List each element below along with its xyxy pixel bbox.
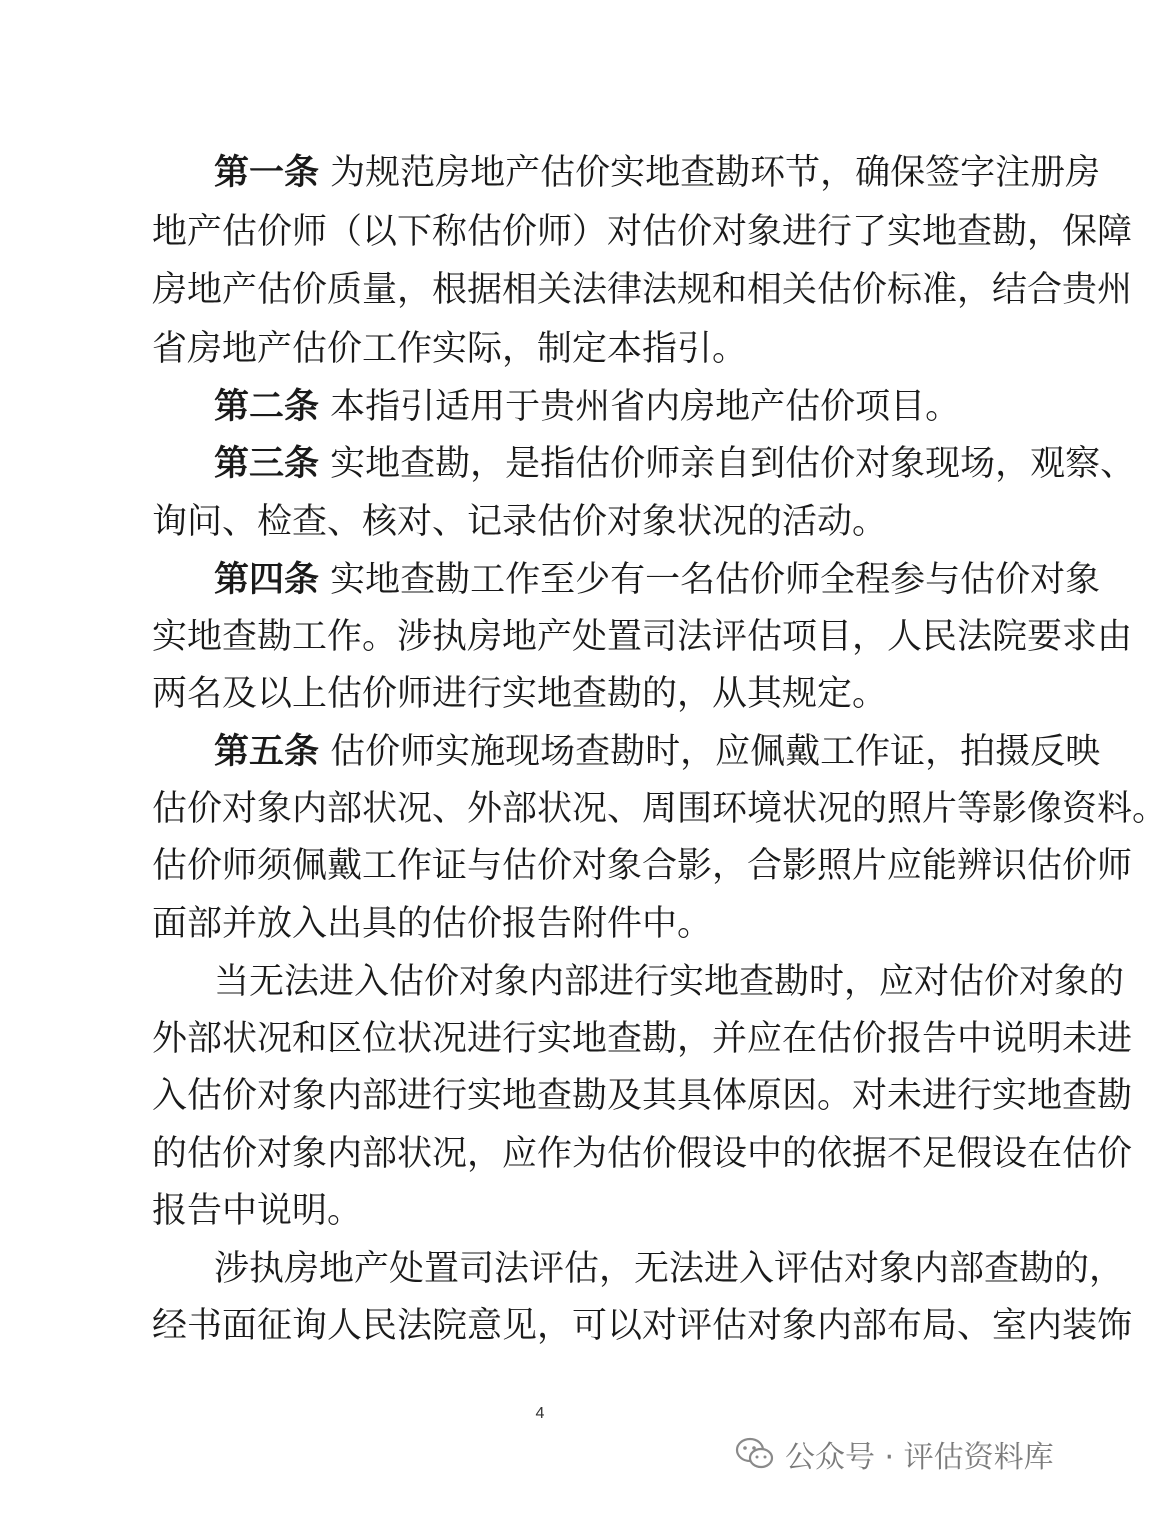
- text-line: 询问、检查、核对、记录估价对象状况的活动。: [152, 502, 888, 542]
- text-line: 的估价对象内部状况，应作为估价假设中的依据不足假设在估价: [152, 1134, 1133, 1174]
- watermark-text: 公众号 · 评估资料库: [785, 1440, 1054, 1475]
- text-line: 省房地产估价工作实际，制定本指引。: [152, 329, 748, 369]
- article-label: 第三条: [214, 443, 320, 484]
- text-line: 两名及以上估价师进行实地查勘的，从其规定。: [152, 674, 888, 714]
- text-line: 估价对象内部状况、外部状况、周围环境状况的照片等影像资料。: [152, 789, 1167, 829]
- text-line: 报告中说明。: [152, 1191, 363, 1231]
- text-line: 实地查勘工作。涉执房地产处置司法评估项目，人民法院要求由: [152, 617, 1133, 657]
- text-line: 房地产估价质量，根据相关法律法规和相关估价标准，结合贵州: [152, 270, 1133, 310]
- article-label: 第一条: [214, 152, 320, 193]
- article-label: 第四条: [214, 559, 320, 600]
- text-line: 入估价对象内部进行实地查勘及其具体原因。对未进行实地查勘: [152, 1076, 1133, 1116]
- wechat-icon: [735, 1437, 775, 1471]
- text-line: 估价师须佩戴工作证与估价对象合影，合影照片应能辨识估价师: [152, 846, 1133, 886]
- text-line: 第一条 为规范房地产估价实地查勘环节，确保签字注册房: [214, 152, 1101, 193]
- text-line: 当无法进入估价对象内部进行实地查勘时，应对估价对象的: [214, 962, 1125, 1002]
- text-line: 地产估价师（以下称估价师）对估价对象进行了实地查勘，保障: [152, 212, 1133, 252]
- article-label: 第五条: [214, 731, 320, 772]
- text-line: 第三条 实地查勘，是指估价师亲自到估价对象现场，观察、: [214, 443, 1136, 484]
- page-number: 4: [535, 1405, 545, 1422]
- text-line: 第五条 估价师实施现场查勘时，应佩戴工作证，拍摄反映: [214, 731, 1101, 772]
- article-label: 第二条: [214, 386, 320, 427]
- text-line: 涉执房地产处置司法评估，无法进入评估对象内部查勘的，: [214, 1249, 1125, 1289]
- text-line: 第二条 本指引适用于贵州省内房地产估价项目。: [214, 386, 961, 427]
- watermark: [735, 1432, 1054, 1476]
- text-line: 面部并放入出具的估价报告附件中。: [152, 904, 713, 944]
- text-line: 第四条 实地查勘工作至少有一名估价师全程参与估价对象: [214, 559, 1101, 600]
- text-line: 外部状况和区位状况进行实地查勘，并应在估价报告中说明未进: [152, 1019, 1133, 1059]
- text-line: 经书面征询人民法院意见，可以对评估对象内部布局、室内装饰: [152, 1306, 1133, 1346]
